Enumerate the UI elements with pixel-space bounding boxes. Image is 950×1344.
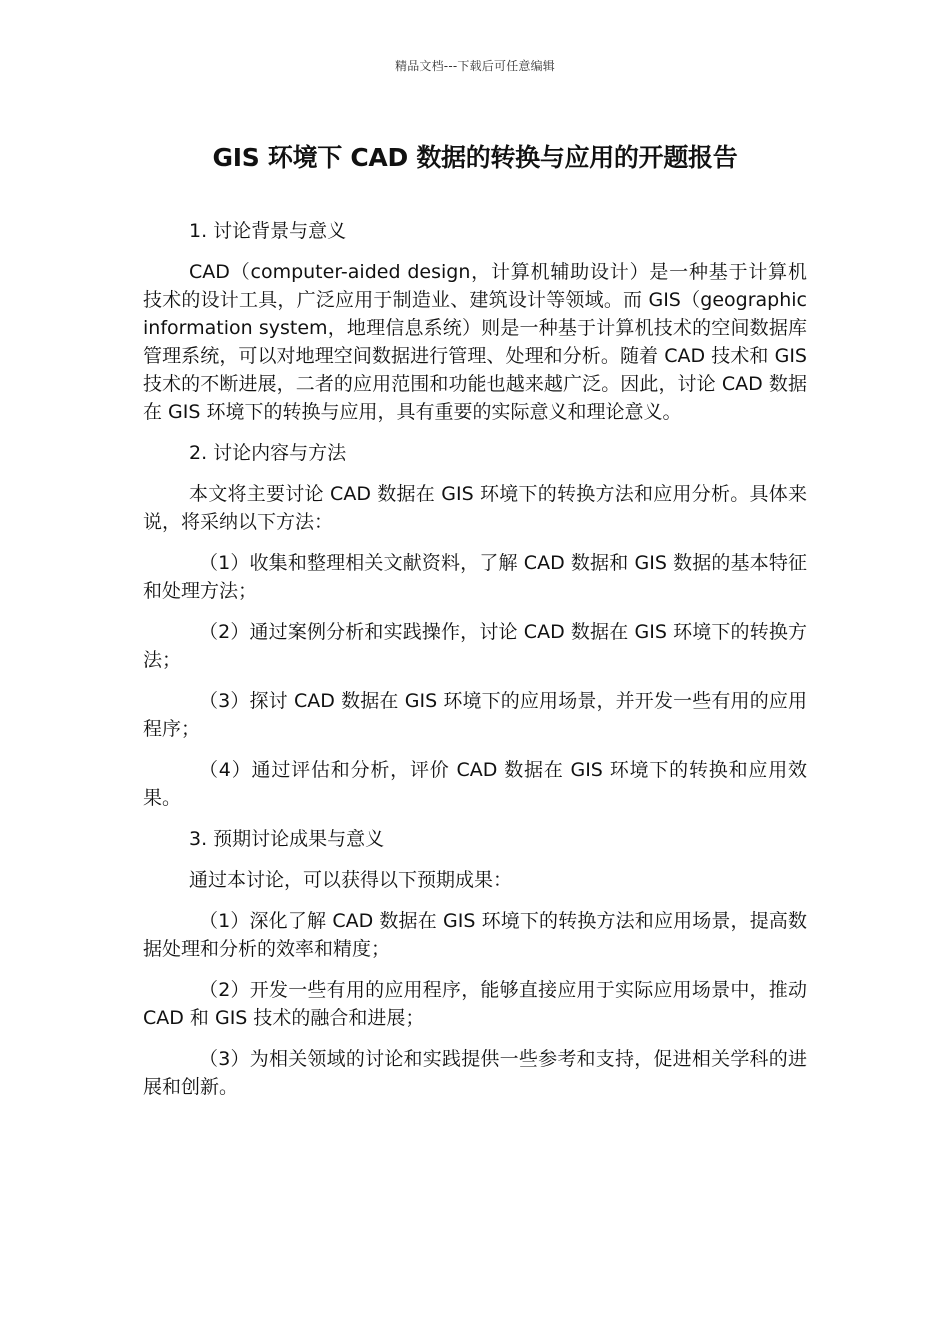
section-heading-1: 1. 讨论背景与意义 <box>189 220 347 242</box>
document-title: GIS 环境下 CAD 数据的转换与应用的开题报告 <box>212 143 738 172</box>
method-item-4: （4）通过评估和分析，评价 CAD 数据在 GIS 环境下的转换和应用效果。 <box>143 759 807 809</box>
outcome-item-2: （2）开发一些有用的应用程序，能够直接应用于实际应用场景中，推动 CAD 和 GIS 技术的融合和进展； <box>143 979 807 1029</box>
outcome-item-1: （1）深化了解 CAD 数据在 GIS 环境下的转换方法和应用场景，提高数据处理和分析的效率和精度； <box>143 910 807 960</box>
method-item-1: （1）收集和整理相关文献资料，了解 CAD 数据和 GIS 数据的基本特征和处理方法； <box>143 552 807 602</box>
document-body <box>143 217 807 1114</box>
section-heading-2: 2. 讨论内容与方法 <box>189 442 347 464</box>
method-item-3: （3）探讨 CAD 数据在 GIS 环境下的应用场景，并开发一些有用的应用程序； <box>143 690 807 740</box>
outcome-item-3: （3）为相关领域的讨论和实践提供一些参考和支持，促进相关学科的进展和创新。 <box>143 1048 807 1098</box>
section-heading-3: 3. 预期讨论成果与意义 <box>189 828 385 850</box>
section-paragraph-3: 通过本讨论，可以获得以下预期成果： <box>189 869 513 891</box>
section-paragraph-2: 本文将主要讨论 CAD 数据在 GIS 环境下的转换方法和应用分析。具体来说，将采纳以下方法： <box>143 483 807 533</box>
header-note: 精品文档---下载后可任意编辑 <box>395 59 555 73</box>
method-item-2: （2）通过案例分析和实践操作，讨论 CAD 数据在 GIS 环境下的转换方法； <box>143 621 807 671</box>
section-paragraph-1: CAD（computer-aided design，计算机辅助设计）是一种基于计算机技术的设计工具，广泛应用于制造业、建筑设计等领域。而 GIS（geographic information system，地理信息系统）则是一种基于计算机技术的空间数据库管理系统，可以对地理空间数据进行管理、处理和分析。随着 CAD 技术和 GIS 技术的不断进展，二者的应用范围和功能也越来越广泛。因此，讨论 CAD 数据在 GIS 环境下的转换与应用，具有重要的实际意义和理论意义。 <box>143 261 807 423</box>
